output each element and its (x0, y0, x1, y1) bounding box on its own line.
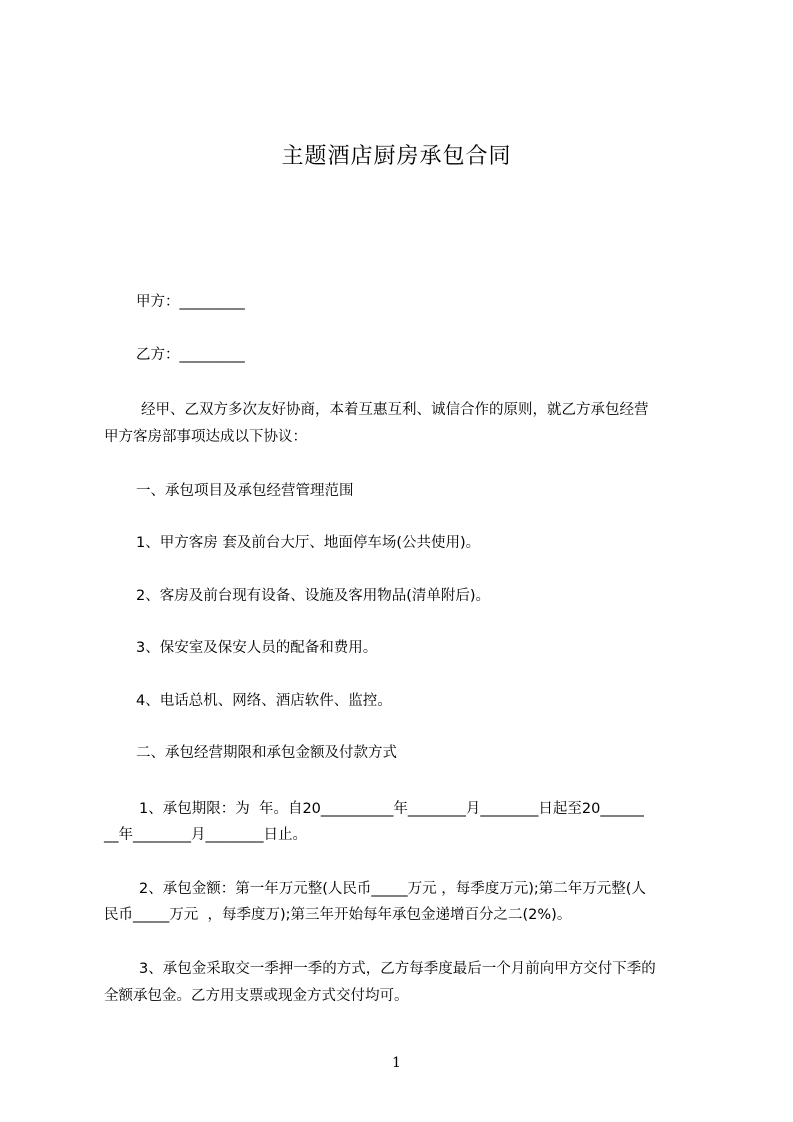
clause2-line-2: 民币_____万元 ，每季度万);第三年开始每年承包金递增百分之二(2%)。 (104, 907, 572, 923)
intro-line-2: 甲方客房部事项达成以下协议： (104, 429, 307, 445)
section2-heading: 二、承包经营期限和承包金额及付款方式 (136, 745, 397, 761)
clause2-line-1: 2、承包金额：第一年万元整(人民币_____万元 ，每季度万元);第二年万元整(人 (139, 881, 646, 897)
intro-line-1: 经甲、乙双方多次友好协商，本着互惠互利、诚信合作的原则，就乙方承包经营 (141, 402, 649, 418)
party-b-field: _________ (179, 347, 245, 363)
section1-item-2: 2、客房及前台现有设备、设施及客用物品(清单附后)。 (136, 588, 491, 604)
party-a-label: 甲方： (136, 294, 180, 310)
clause1-line-2: __年________月________日止。 (104, 827, 307, 843)
section1-item-1: 1、甲方客房 套及前台大厅、地面停车场(公共使用)。 (136, 535, 481, 551)
party-b-label: 乙方： (136, 347, 180, 363)
section1-heading: 一、承包项目及承包经营管理范围 (136, 483, 354, 499)
clause3-line-2: 全额承包金。乙方用支票或现金方式交付均可。 (104, 988, 409, 1004)
document-title: 主题酒店厨房承包合同 (281, 144, 512, 169)
party-b-line (136, 345, 245, 365)
party-a-line (136, 292, 245, 312)
section1-item-4: 4、电话总机、网络、酒店软件、监控。 (136, 693, 392, 709)
clause1-line-1: 1、承包期限：为 年。自20__________年________月________日起至20______ (139, 801, 644, 817)
party-a-field: _________ (179, 294, 245, 310)
clause3-line-1: 3、承包金采取交一季押一季的方式，乙方每季度最后一个月前向甲方交付下季的 (139, 961, 656, 977)
page-number: 1 (392, 1055, 401, 1071)
section1-item-3: 3、保安室及保安人员的配备和费用。 (136, 640, 378, 656)
